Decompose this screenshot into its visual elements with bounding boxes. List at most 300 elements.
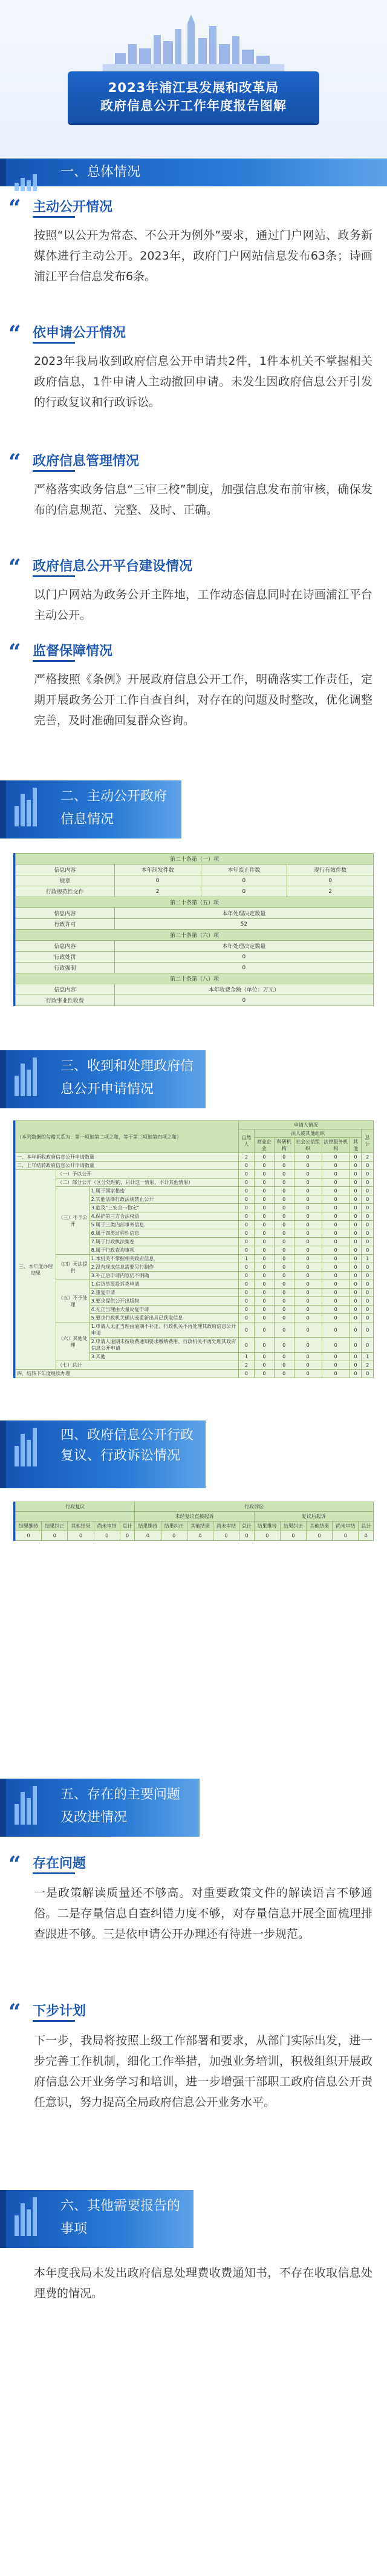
table-cell: 0 (350, 1306, 362, 1314)
table-cell: （四）无法提供 (56, 1255, 89, 1280)
table-header: 结果维持 (254, 1522, 280, 1531)
table-cell: 6.属于四类过程性信息 (89, 1229, 238, 1238)
section-heading (0, 1420, 206, 1488)
paragraph-problems: 一是政策解读质量还不够高。对重要政策文件的解读语言不够通俗。二是存量信息自查纠错力度不够，对存量信息开展全面梳理排查跟进不够。三是依申请公开办理还有待进一步规范。 (34, 1886, 372, 1941)
quote-icon: “ (8, 1852, 21, 1877)
table-cell: 0 (274, 1338, 294, 1353)
table-header: 本年收费金额（单位：万元） (114, 984, 373, 995)
table-cell: 0 (350, 1162, 362, 1170)
table-cell: 0 (350, 1229, 362, 1238)
underline-decoration (33, 216, 75, 218)
paragraph-supervision: 严格按照《条例》开展政府信息公开工作，明确落实工作责任，定期开展政务公开工作自查自纠，对存在的问题及时整改，优化调整完善，及时准确回复群众咨询。 (34, 673, 372, 727)
table-cell: 0 (274, 1153, 294, 1162)
table-cell: 0 (238, 1306, 254, 1314)
table-cell: 0 (274, 1263, 294, 1272)
table-cell: （五）不予处理 (56, 1280, 89, 1322)
table-cell: 0 (322, 1289, 350, 1297)
table-cell: 0 (362, 1170, 374, 1178)
section-heading (0, 159, 387, 186)
table-cell: 0 (362, 1221, 374, 1229)
quote-icon: “ (8, 555, 21, 580)
section-review-litigation (0, 1420, 387, 1488)
table-cell: 0 (238, 1289, 254, 1297)
table-cell: 3.其他 (89, 1353, 238, 1361)
table-cell: （七）总计 (56, 1361, 239, 1370)
underline-decoration (33, 660, 75, 662)
section-other (0, 2190, 387, 2248)
bars-decoration-icon (15, 788, 45, 830)
table-cell: 1.属于国家秘密 (89, 1187, 238, 1195)
table-cell: 5.属于三类内部事务信息 (89, 1221, 238, 1229)
table-cell: 0 (362, 1246, 374, 1255)
table-cell: 0 (274, 1280, 294, 1289)
table-cell: 0 (322, 1204, 350, 1212)
table-cell: 0 (294, 1361, 322, 1370)
table-cell: 0 (274, 1255, 294, 1263)
table-cell: 0 (350, 1370, 362, 1378)
underline-decoration (33, 342, 75, 344)
table-cell: 0 (362, 1187, 374, 1195)
table-cell: 0 (362, 1297, 374, 1306)
table-cell: （六）其他处理 (56, 1322, 89, 1361)
table-cell: 0 (254, 1204, 274, 1212)
table-header: 其他 (350, 1138, 362, 1153)
subheading-application (8, 321, 126, 347)
table-cell: 行政事业性收费 (16, 995, 115, 1006)
table-cell: 0 (350, 1221, 362, 1229)
table-cell: 0 (280, 1531, 306, 1541)
table-cell: 4.无正当理由大量反复申请 (89, 1306, 238, 1314)
table-header: 其他结果 (187, 1522, 213, 1531)
table-row (16, 1361, 374, 1370)
table-cell: 0 (274, 1178, 294, 1187)
table-cell: 0 (254, 1170, 274, 1178)
table-cell: 0 (135, 1531, 161, 1541)
table-cell: 2 (362, 1153, 374, 1162)
table-header: 行政复议 (16, 1502, 135, 1512)
table-cell: 0 (294, 1221, 322, 1229)
table-row (16, 1153, 374, 1162)
table-cell: 0 (16, 1531, 42, 1541)
table-cell: 3.危及“三安全一稳定” (89, 1204, 238, 1212)
table-row (16, 995, 374, 1006)
table-cell: 0 (238, 1170, 254, 1178)
table-cell: 0 (322, 1221, 350, 1229)
table-cell: 52 (114, 919, 373, 930)
table-header: 结果维持 (16, 1522, 42, 1531)
section-overall (0, 159, 387, 186)
table-corner-note: （本列数据的勾稽关系为：第一项加第二项之和，等于第三项加第四项之和） (16, 1121, 239, 1153)
table-cell: 0 (350, 1322, 362, 1338)
table-row (16, 1170, 374, 1178)
quote-icon: “ (8, 195, 21, 221)
underline-decoration (33, 470, 75, 472)
table-header: 总计 (359, 1522, 374, 1531)
table-cell: 0 (254, 1272, 274, 1280)
table-cell: 2.重复申请 (89, 1289, 238, 1297)
table-row (16, 875, 374, 886)
table-cell: 0 (274, 1353, 294, 1361)
table-cell: 0 (254, 1178, 274, 1187)
table-cell: 0 (114, 952, 373, 963)
table-cell: 四、结转下年度继续办理 (16, 1370, 239, 1378)
table-cell: 0 (307, 1531, 333, 1541)
table-cell: 0 (362, 1178, 374, 1187)
table-cell: 二、上年结转政府信息公开申请数量 (16, 1162, 239, 1170)
table-cell: 行政强制 (16, 963, 115, 973)
table-cell: 0 (254, 1195, 274, 1204)
quote-icon: “ (8, 321, 21, 347)
table-cell: 0 (322, 1178, 350, 1187)
bars-decoration-icon (15, 163, 45, 181)
table-cell: 0 (254, 1255, 274, 1263)
section-title: 二、主动公开政府信息情况 (60, 789, 167, 827)
table-section-row: 第二十条第（一）项 (16, 854, 374, 865)
table-cell: 0 (322, 1153, 350, 1162)
table-cell (16, 1512, 135, 1522)
table-cell: 0 (294, 1162, 322, 1170)
table-header: 信息内容 (16, 865, 115, 875)
table-cell: 0 (114, 963, 373, 973)
bars-decoration-icon (15, 2197, 45, 2240)
table-header: 结果纠正 (280, 1522, 306, 1531)
subheading-text: 政府信息公开平台建设情况 (33, 559, 193, 574)
table-cell: 0 (322, 1322, 350, 1338)
table-cell: 0 (238, 1178, 254, 1187)
table-cell: 0 (294, 1370, 322, 1378)
applications-table (13, 1120, 374, 1378)
table-cell: 0 (362, 1272, 374, 1280)
table-header: 总计 (239, 1522, 255, 1531)
table-cell: 0 (322, 1195, 350, 1204)
table-cell: 2.其他法律行政法规禁止公开 (89, 1195, 238, 1204)
table-cell: 0 (362, 1195, 374, 1204)
section-heading (0, 780, 181, 839)
table-cell: 0 (294, 1178, 322, 1187)
subheading-text: 下步计划 (33, 2004, 86, 2019)
table-cell: 0 (254, 1162, 274, 1170)
table-cell: 0 (362, 1212, 374, 1221)
table-cell: 1.申请人无正当理由逾期不补正、行政机关不再处理其政府信息公开申请 (89, 1322, 238, 1338)
table-cell: 0 (254, 1322, 274, 1338)
table-cell: 0 (254, 1306, 274, 1314)
table-cell: 0 (287, 875, 374, 886)
table-cell: 0 (350, 1153, 362, 1162)
table-header: 本年废止件数 (201, 865, 287, 875)
table-cell: 0 (274, 1221, 294, 1229)
table-cell: 0 (213, 1531, 239, 1541)
table-cell: 0 (238, 1221, 254, 1229)
table-cell: 0 (322, 1212, 350, 1221)
table-cell: 0 (238, 1212, 254, 1221)
table-cell: 3.要求提供公开出版物 (89, 1297, 238, 1306)
report-title-line2: 政府信息公开工作年度报告图解 (100, 99, 287, 113)
table-header: 尚未审结 (94, 1522, 120, 1531)
table-cell: 0 (254, 1338, 274, 1353)
table-cell: 0 (238, 1297, 254, 1306)
table-cell: 2 (114, 886, 201, 897)
table-cell: 2 (287, 886, 374, 897)
table-row (16, 919, 374, 930)
table-section-row: 第二十条第（八）项 (16, 973, 374, 984)
subheading-text: 存在问题 (33, 1856, 86, 1871)
table-cell: （三）不予公开 (56, 1187, 89, 1255)
table-row (16, 1178, 374, 1187)
table-header: 信息内容 (16, 984, 115, 995)
table-cell: 0 (68, 1531, 94, 1541)
table-cell: 0 (294, 1280, 322, 1289)
table-cell: 0 (274, 1361, 294, 1370)
table-cell: 0 (274, 1162, 294, 1170)
table-cell: 0 (362, 1338, 374, 1353)
table-cell: 0 (274, 1238, 294, 1246)
table-cell: 3.补正后申请内容仍不明确 (89, 1272, 238, 1280)
paragraph-application: 2023年我局收到政府信息公开申请共2件，1件本机关不掌握相关政府信息，1件申请人主动撤回申请。未发生因政府信息公开引发的行政复议和行政诉讼。 (34, 355, 372, 409)
section-heading (0, 1050, 206, 1108)
table-cell: 0 (238, 1162, 254, 1170)
city-skyline-illustration (103, 11, 284, 77)
section-title: 一、总体情况 (60, 165, 141, 180)
table-cell: 1 (362, 1255, 374, 1263)
table-section-row: 第二十条第（五）项 (16, 897, 374, 908)
report-title-line1: 2023年浦江县发展和改革局 (108, 80, 279, 95)
table-cell: 0 (274, 1246, 294, 1255)
table-cell: 0 (294, 1314, 322, 1322)
table-cell: 0 (254, 1370, 274, 1378)
section-title: 五、存在的主要问题及改进情况 (60, 1787, 181, 1825)
table-cell: 0 (322, 1361, 350, 1370)
table-row (16, 1280, 374, 1289)
paragraph-next-steps: 下一步，我局将按照上级工作部署和要求，从部门实际出发，进一步完善工作机制，细化工作举措，加强业务培训，积极组织开展政府信息公开业务学习和培训，进一步增强干部职工政府信息公开责任意识，努力提高全局政府信息公开业务水平。 (34, 2034, 372, 2109)
table-cell: （二）部分公开（区分处理的，只计这一情形，不计其他情形） (56, 1178, 239, 1187)
table-cell: 规章 (16, 875, 115, 886)
table-header: 本年制发件数 (114, 865, 201, 875)
table-cell: 0 (254, 1238, 274, 1246)
table-cell: 行政规范性文件 (16, 886, 115, 897)
table-cell: 0 (362, 1238, 374, 1246)
paragraph-platform: 以门户网站为政务公开主阵地，工作动态信息同时在诗画浦江平台主动公开。 (34, 588, 372, 622)
table-header: 尚未审结 (213, 1522, 239, 1531)
section-proactive-disclosure (0, 780, 387, 839)
paragraph-management: 严格落实政务信息“三审三校”制度，加强信息发布前审核，确保发布的信息规范、完整、及时、正确。 (34, 483, 372, 517)
table-cell: 0 (274, 1212, 294, 1221)
subheading-problems (8, 1852, 86, 1877)
table-cell: 0 (294, 1297, 322, 1306)
table-cell: 0 (201, 886, 287, 897)
section-title: 六、其他需要报告的事项 (60, 2198, 181, 2237)
table-cell: 2.申请人逾期未按收费通知要求缴纳费用、行政机关不再处理其政府信息公开申请 (89, 1338, 238, 1353)
table-cell: 0 (350, 1297, 362, 1306)
table-cell: 0 (187, 1531, 213, 1541)
subheading-text: 政府信息管理情况 (33, 454, 140, 469)
table-cell: 1.本机关不掌握相关政府信息 (89, 1255, 238, 1263)
table-cell: 0 (322, 1187, 350, 1195)
subheading-supervision (8, 639, 113, 665)
table-cell: 0 (350, 1187, 362, 1195)
table-header: 社会公益组织 (294, 1138, 322, 1153)
table-cell: 0 (238, 1280, 254, 1289)
table-cell: 0 (350, 1280, 362, 1289)
table-cell: 0 (322, 1353, 350, 1361)
table-cell: 0 (254, 1297, 274, 1306)
table-cell: 0 (322, 1297, 350, 1306)
table-cell: 0 (350, 1204, 362, 1212)
table-cell: 0 (350, 1314, 362, 1322)
table-cell: 0 (274, 1314, 294, 1322)
table-cell: 0 (294, 1153, 322, 1162)
table-header: 结果纠正 (161, 1522, 187, 1531)
table-cell: 0 (238, 1263, 254, 1272)
table-header: 信息内容 (16, 941, 115, 952)
table-cell: 0 (94, 1531, 120, 1541)
table-cell: 5.要求行政机关确认或重新出具已获取信息 (89, 1314, 238, 1322)
table-header: 科研机构 (274, 1138, 294, 1153)
section-heading (0, 2190, 194, 2248)
table-cell: 0 (254, 1263, 274, 1272)
table-header: 法人或其他组织 (254, 1129, 361, 1138)
table-cell: 0 (294, 1212, 322, 1221)
table-cell: 0 (322, 1246, 350, 1255)
table-cell: 0 (362, 1263, 374, 1272)
table-header: 本年处理决定数量 (114, 908, 373, 919)
table-cell: 0 (254, 1353, 274, 1361)
subheading-management (8, 449, 140, 475)
quote-icon: “ (8, 1999, 21, 2025)
table-header: 现行有效件数 (287, 865, 374, 875)
table-cell: 0 (114, 875, 201, 886)
table-cell: 0 (362, 1306, 374, 1314)
table-cell: 0 (239, 1531, 255, 1541)
subheading-text: 主动公开情况 (33, 200, 113, 215)
subheading-proactive (8, 195, 113, 221)
table-cell: 0 (238, 1246, 254, 1255)
table-cell: 0 (254, 1531, 280, 1541)
table-cell: 0 (238, 1187, 254, 1195)
table-cell: 0 (322, 1338, 350, 1353)
table-cell: 0 (294, 1263, 322, 1272)
table-cell: 0 (238, 1204, 254, 1212)
table-cell: 0 (254, 1361, 274, 1370)
table-row (16, 1370, 374, 1378)
table-cell: 0 (322, 1255, 350, 1263)
table-cell: 0 (362, 1289, 374, 1297)
table-cell: 0 (274, 1170, 294, 1178)
table-cell: 0 (294, 1238, 322, 1246)
table-cell: 2 (362, 1361, 374, 1370)
table-cell: 0 (322, 1238, 350, 1246)
table-cell: 0 (114, 995, 373, 1006)
table-cell: 0 (322, 1314, 350, 1322)
table-cell: 三、本年度办理结果 (16, 1170, 56, 1370)
table-cell: 0 (362, 1280, 374, 1289)
section-title: 三、收到和处理政府信息公开申请情况 (60, 1059, 194, 1097)
table-cell: 0 (274, 1297, 294, 1306)
table-cell: 一、本年新收政府信息公开申请数量 (16, 1153, 239, 1162)
table-cell: 0 (238, 1370, 254, 1378)
table-cell: 0 (362, 1229, 374, 1238)
table-cell: 0 (350, 1255, 362, 1263)
table-cell: 0 (274, 1195, 294, 1204)
paragraph-proactive: 按照“以公开为常态、不公开为例外”要求，通过门户网站、政务新媒体进行主动公开。2023年，政府门户网站信息发布63条；诗画浦江平台信息发布6条。 (34, 229, 372, 283)
table-cell: 0 (322, 1306, 350, 1314)
table-cell: 0 (362, 1162, 374, 1170)
table-header: 结果维持 (135, 1522, 161, 1531)
table-row (16, 952, 374, 963)
table-header: 复议后起诉 (254, 1512, 373, 1522)
subheading-next-steps (8, 1999, 86, 2025)
bars-decoration-icon (15, 1786, 45, 1828)
table-cell: 0 (359, 1531, 374, 1541)
table-cell: 0 (254, 1153, 274, 1162)
table-cell: 0 (322, 1162, 350, 1170)
table-cell: 8.属于行政查询事项 (89, 1246, 238, 1255)
section-heading (0, 1779, 200, 1837)
quote-icon: “ (8, 449, 21, 475)
table-cell: 0 (322, 1272, 350, 1280)
table-cell: 0 (238, 1322, 254, 1338)
section-problems (0, 1779, 387, 1837)
table-cell: 0 (322, 1170, 350, 1178)
table-cell: 0 (274, 1204, 294, 1212)
table-header: 行政诉讼 (135, 1502, 374, 1512)
table-cell: 0 (294, 1170, 322, 1178)
table-cell: 0 (120, 1531, 135, 1541)
table-header: 申请人情况 (238, 1121, 373, 1129)
table-section-row: 第二十条第（六）项 (16, 930, 374, 941)
table-cell: 0 (294, 1229, 322, 1238)
proactive-disclosure-table (13, 853, 374, 1006)
table-cell: 0 (238, 1338, 254, 1353)
table-header: 总计 (120, 1522, 135, 1531)
table-cell: 0 (254, 1221, 274, 1229)
table-cell: 0 (42, 1531, 68, 1541)
table-row (16, 963, 374, 973)
table-row (16, 1322, 374, 1338)
table-cell: 0 (294, 1246, 322, 1255)
table-cell: 0 (254, 1314, 274, 1322)
table-cell: 0 (238, 1272, 254, 1280)
table-cell: 0 (350, 1178, 362, 1187)
table-cell: 0 (350, 1263, 362, 1272)
section-applications (0, 1050, 387, 1108)
table-cell: 0 (350, 1238, 362, 1246)
quote-icon: “ (8, 639, 21, 665)
table-header: 其他结果 (307, 1522, 333, 1531)
table-cell: 0 (333, 1531, 359, 1541)
table-header: 结果纠正 (42, 1522, 68, 1531)
review-litigation-table (13, 1502, 374, 1541)
table-cell: 0 (274, 1229, 294, 1238)
table-cell: 2 (238, 1361, 254, 1370)
table-cell: 0 (274, 1322, 294, 1338)
table-cell: 0 (350, 1272, 362, 1280)
table-cell: 0 (294, 1187, 322, 1195)
table-cell: 0 (322, 1229, 350, 1238)
table-cell: 0 (254, 1229, 274, 1238)
table-cell: 0 (350, 1338, 362, 1353)
table-cell: 0 (274, 1306, 294, 1314)
table-header: 自然人 (238, 1129, 254, 1153)
table-cell: 0 (274, 1289, 294, 1297)
table-cell: 0 (294, 1204, 322, 1212)
table-cell: 0 (274, 1187, 294, 1195)
table-cell: 0 (322, 1370, 350, 1378)
table-cell: 0 (161, 1531, 187, 1541)
section-title: 四、政府信息公开行政复议、行政诉讼情况 (60, 1428, 194, 1463)
table-row (16, 1531, 374, 1541)
table-cell: 2.没有现成信息需要另行制作 (89, 1263, 238, 1272)
table-cell: 2 (238, 1153, 254, 1162)
